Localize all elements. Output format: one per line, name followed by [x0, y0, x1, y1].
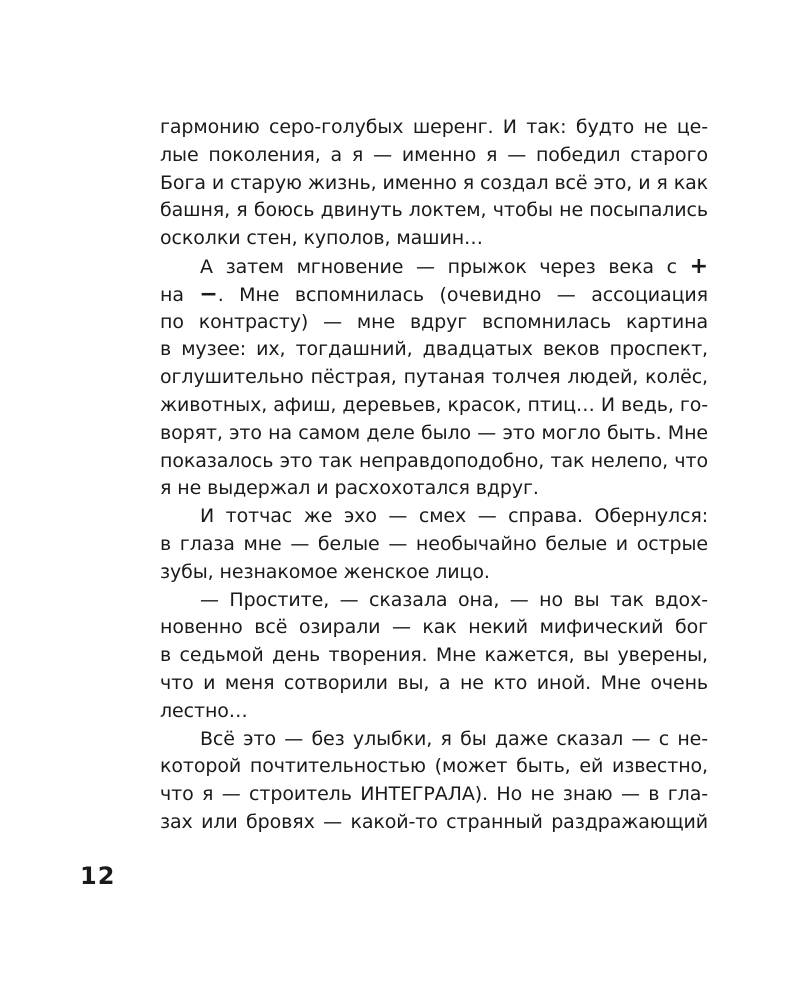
text-line: [160, 531, 708, 559]
line-text: зубы, незнакомое женское лицо.: [160, 560, 490, 583]
line-text: Бога и старую жизнь, именно я создал всё это, и я как: [160, 171, 708, 194]
line-text: Всё это — без улыбки, я бы даже сказал — с не-: [200, 727, 708, 750]
line-text: зах или бровях — какой-то странный раздражающий: [160, 810, 708, 833]
line-text: на: [160, 283, 184, 306]
text-line: [160, 670, 708, 698]
text-line: [160, 587, 708, 615]
text-line: [160, 614, 708, 642]
line-text: ворят, это на самом деле было — это могло быть. Мне: [160, 421, 708, 444]
text-line: [160, 253, 708, 281]
page-number: 12: [80, 862, 116, 890]
line-text: в глаза мне — белые — необычайно белые и острые: [160, 532, 708, 555]
body-text: [160, 114, 708, 837]
math-sign: +: [689, 253, 708, 279]
text-line: [160, 225, 708, 253]
text-line: [160, 114, 708, 142]
text-line: [160, 142, 708, 170]
line-text: — Простите, — сказала она, — но вы так вдох-: [200, 588, 708, 611]
text-line: [160, 809, 708, 837]
line-text: показалось это так неправдоподобно, так нелепо, что: [160, 449, 708, 472]
line-text: которой почтительностью (может быть, ей известно,: [160, 755, 708, 778]
line-text: И тотчас же эхо — смех — справа. Обернулся:: [200, 505, 708, 528]
line-text: животных, афиш, деревьев, красок, птиц… И ведь, го-: [160, 393, 708, 416]
text-line: [160, 170, 708, 198]
text-line: [160, 336, 708, 364]
text-line: [160, 197, 708, 225]
text-line: [160, 559, 708, 587]
text-line: [160, 392, 708, 420]
line-text: башня, я боюсь двинуть локтем, чтобы не посыпались: [160, 199, 708, 222]
text-line: [160, 781, 708, 809]
line-text: я не выдержал и расхохотался вдруг.: [160, 477, 539, 500]
text-line: [160, 420, 708, 448]
line-text: что я — строитель ИНТЕГРАЛА). Но не знаю — в гла-: [160, 783, 708, 806]
text-line: [160, 753, 708, 781]
line-text: в седьмой день творения. Мне кажется, вы уверены,: [160, 644, 708, 667]
line-text: по контрасту) — мне вдруг вспомнилась картина: [160, 310, 708, 333]
text-line: [160, 309, 708, 337]
line-text: оглушительно пёстрая, путаная толчея людей, колёс,: [160, 366, 708, 389]
line-text-rest: . Мне вспомнилась (очевидно — ассоциация: [217, 283, 708, 306]
math-sign: −: [199, 281, 218, 307]
line-text: А затем мгновение — прыжок через века с: [200, 255, 677, 278]
line-text: гармонию серо-голубых шеренг. И так: будто не це-: [160, 116, 708, 138]
text-line: [160, 475, 708, 503]
text-line: [160, 698, 708, 726]
text-line: [160, 364, 708, 392]
text-line: [160, 448, 708, 476]
text-line: [160, 726, 708, 754]
line-text: осколки стен, куполов, машин…: [160, 227, 483, 250]
text-line: [160, 642, 708, 670]
text-line: [160, 281, 708, 309]
line-text: что и меня сотворили вы, а не кто иной. Мне очень: [160, 671, 708, 694]
line-text: лестно…: [160, 699, 248, 722]
line-text: новенно всё озирали — как некий мифический бог: [160, 616, 708, 639]
line-text: в музее: их, тогдашний, двадцатых веков проспект,: [160, 338, 708, 361]
text-line: [160, 503, 708, 531]
line-text: лые поколения, а я — именно я — победил старого: [160, 143, 708, 166]
